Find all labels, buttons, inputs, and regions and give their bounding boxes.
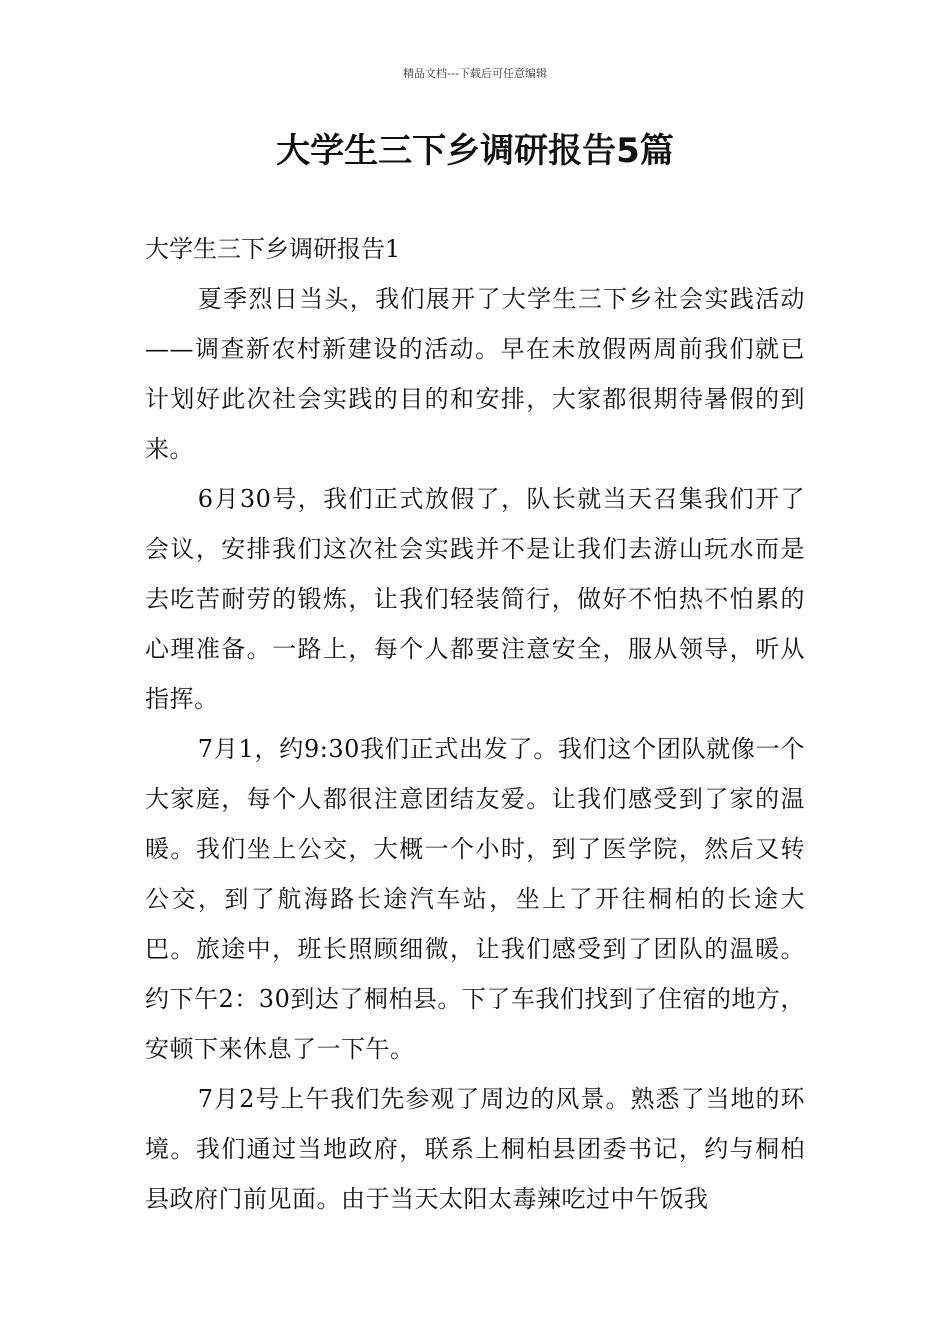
paragraph: 6月30号，我们正式放假了，队长就当天召集我们开了会议，安排我们这次社会实践并不是让我们去游山玩水而是去吃苦耐劳的锻炼，让我们轻装简行，做好不怕热不怕累的心理准备。一路上，每个人都要注意安全，服从领导，听从指挥。 xyxy=(145,485,805,713)
document-title: 大学生三下乡调研报告5篇 xyxy=(276,131,674,171)
header-note: 精品文档---下载后可任意编辑 xyxy=(403,67,547,80)
paragraph: 7月1，约9:30我们正式出发了。我们这个团队就像一个大家庭，每个人都很注意团结友爱。让我们感受到了家的温暖。我们坐上公交，大概一个小时，到了医学院，然后又转公交，到了航海路长途汽车站，坐上了开往桐柏的长途大巴。旅途中，班长照顾细微，让我们感受到了团队的温暖。约下午2：30到达了桐柏县。下了车我们找到了住宿的地方，安顿下来休息了一下午。 xyxy=(145,735,805,1063)
paragraph: 夏季烈日当头，我们展开了大学生三下乡社会实践活动——调查新农村新建设的活动。早在未放假两周前我们就已计划好此次社会实践的目的和安排，大家都很期待暑假的到来。 xyxy=(145,285,805,463)
paragraph: 7月2号上午我们先参观了周边的风景。熟悉了当地的环境。我们通过当地政府，联系上桐柏县团委书记，约与桐柏县政府门前见面。由于当天太阳太毒辣吃过中午饭我 xyxy=(145,1085,805,1213)
section-heading: 大学生三下乡调研报告1 xyxy=(145,235,401,263)
document-body xyxy=(145,224,805,1224)
